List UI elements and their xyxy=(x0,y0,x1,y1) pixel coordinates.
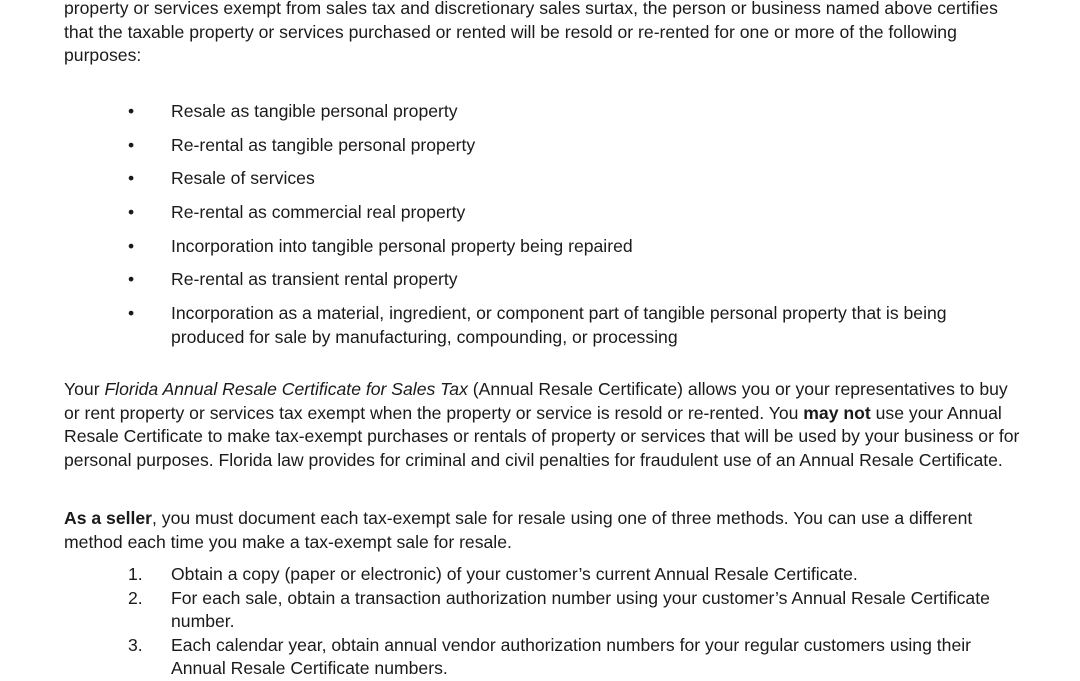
purpose-text: Resale of services xyxy=(171,168,315,189)
list-item xyxy=(0,563,1021,587)
bullet-icon: • xyxy=(128,269,135,290)
resale-text-part3: use your Annual Resale Certificate to make tax-exempt purchases or rentals of property or services that will be used by your business or for personal purposes. Florida law provides for criminal and civil penalties for fraudulent use of an Annual Resale Certificate. xyxy=(64,402,1020,470)
list-item xyxy=(0,201,1001,225)
intro-paragraph: property or services exempt from sales tax and discretionary sales surtax, the person or business named above certifies that the taxable property or services purchased or rented will be resold or re-rented for one or more of the following purposes: xyxy=(64,0,998,65)
list-item xyxy=(0,302,1001,349)
methods-list xyxy=(0,563,1080,681)
bullet-icon: • xyxy=(128,168,135,189)
certificate-title: Florida Annual Resale Certificate for Sales Tax xyxy=(104,379,468,399)
purpose-text: Re-rental as transient rental property xyxy=(171,269,458,290)
resale-text-part1: Your xyxy=(64,379,105,399)
bullet-icon: • xyxy=(128,235,135,256)
step-text: Each calendar year, obtain annual vendor authorization numbers for your regular customers using their Annual Resale Certificate numbers. xyxy=(171,634,971,678)
purpose-text: Incorporation into tangible personal property being repaired xyxy=(171,235,633,256)
purpose-text: Re-rental as commercial real property xyxy=(171,202,466,223)
resale-certificate-paragraph xyxy=(64,378,1024,472)
step-text: Obtain a copy (paper or electronic) of your customer’s current Annual Resale Certificate. xyxy=(171,564,858,584)
step-number: 1. xyxy=(128,564,143,584)
list-item xyxy=(0,167,1001,191)
bullet-icon: • xyxy=(128,134,135,155)
purpose-text: Resale as tangible personal property xyxy=(171,101,458,121)
list-item xyxy=(0,100,1001,124)
bullet-icon: • xyxy=(128,303,135,324)
seller-heading: As a seller xyxy=(64,508,153,528)
list-item xyxy=(0,134,1001,158)
emphasis-may-not: may not xyxy=(803,402,871,423)
purpose-text: Re-rental as tangible personal property xyxy=(171,134,476,155)
step-number: 3. xyxy=(128,634,143,655)
list-item xyxy=(0,235,1001,259)
purpose-text: Incorporation as a material, ingredient, or component part of tangible personal property that is being produced for sale by manufacturing, compounding, or processing xyxy=(171,303,947,347)
list-item xyxy=(0,634,1021,681)
purposes-list xyxy=(0,100,1080,359)
list-item xyxy=(0,268,1001,292)
list-item xyxy=(0,587,1021,634)
seller-text: , you must document each tax-exempt sale for resale using one of three methods. You can use a different method each time you make a tax-exempt sale for resale. xyxy=(64,508,973,552)
bullet-icon: • xyxy=(128,101,135,121)
resale-text-part2: (Annual Resale Certificate) allows you or your representatives to buy or rent property or services tax exempt when the property or service is resold or re-rented. You xyxy=(64,379,1008,423)
bullet-icon: • xyxy=(128,202,135,223)
step-text: For each sale, obtain a transaction authorization number using your customer’s Annual Resale Certificate number. xyxy=(171,587,990,631)
step-number: 2. xyxy=(128,587,143,608)
seller-paragraph xyxy=(64,507,1024,554)
